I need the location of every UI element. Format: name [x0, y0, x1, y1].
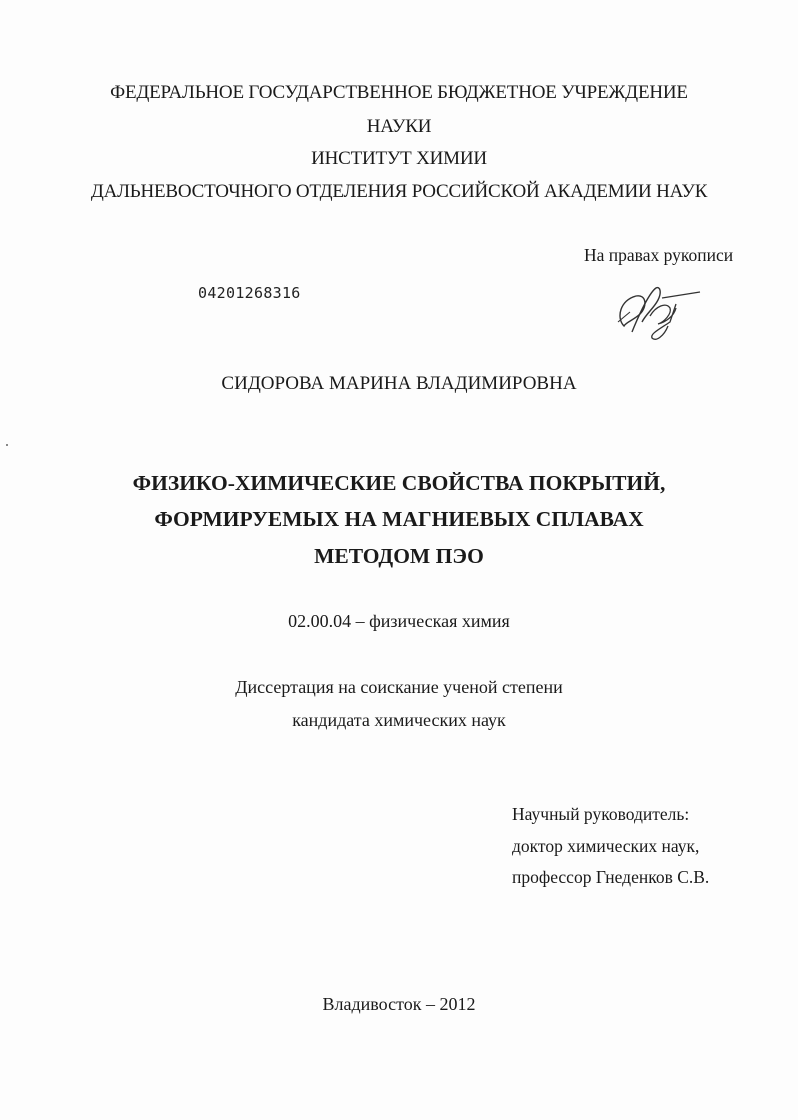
supervisor-label: Научный руководитель:	[512, 804, 690, 824]
supervisor-name: профессор Гнеденков С.В.	[512, 867, 710, 887]
supervisor-degree: доктор химических наук,	[512, 836, 700, 856]
document-code: 04201268316	[198, 284, 301, 302]
title-line-1: ФИЗИКО-ХИМИЧЕСКИЕ СВОЙСТВА ПОКРЫТИЙ,	[132, 471, 666, 495]
signature-icon	[610, 282, 706, 346]
title-line-3: МЕТОДОМ ПЭО	[314, 544, 484, 568]
institution-line-4: ДАЛЬНЕВОСТОЧНОГО ОТДЕЛЕНИЯ РОССИЙСКОЙ АКАДЕМИИ НАУК	[90, 181, 708, 202]
degree-line-1: Диссертация на соискание ученой степени	[235, 677, 563, 697]
institution-line-3: ИНСТИТУТ ХИМИИ	[311, 148, 487, 169]
institution-line-2: НАУКИ	[366, 116, 432, 137]
degree-line-2: кандидата химических наук	[292, 710, 506, 730]
manuscript-note: На правах рукописи	[584, 245, 734, 265]
title-line-2: ФОРМИРУЕМЫХ НА МАГНИЕВЫХ СПЛАВАХ	[154, 507, 644, 531]
scan-dot	[6, 444, 8, 446]
footer-city-year: Владивосток – 2012	[322, 994, 476, 1014]
author-name: СИДОРОВА МАРИНА ВЛАДИМИРОВНА	[221, 373, 577, 394]
specialty: 02.00.04 – физическая химия	[288, 611, 510, 631]
institution-line-1: ФЕДЕРАЛЬНОЕ ГОСУДАРСТВЕННОЕ БЮДЖЕТНОЕ УЧРЕЖДЕНИЕ	[110, 82, 688, 103]
